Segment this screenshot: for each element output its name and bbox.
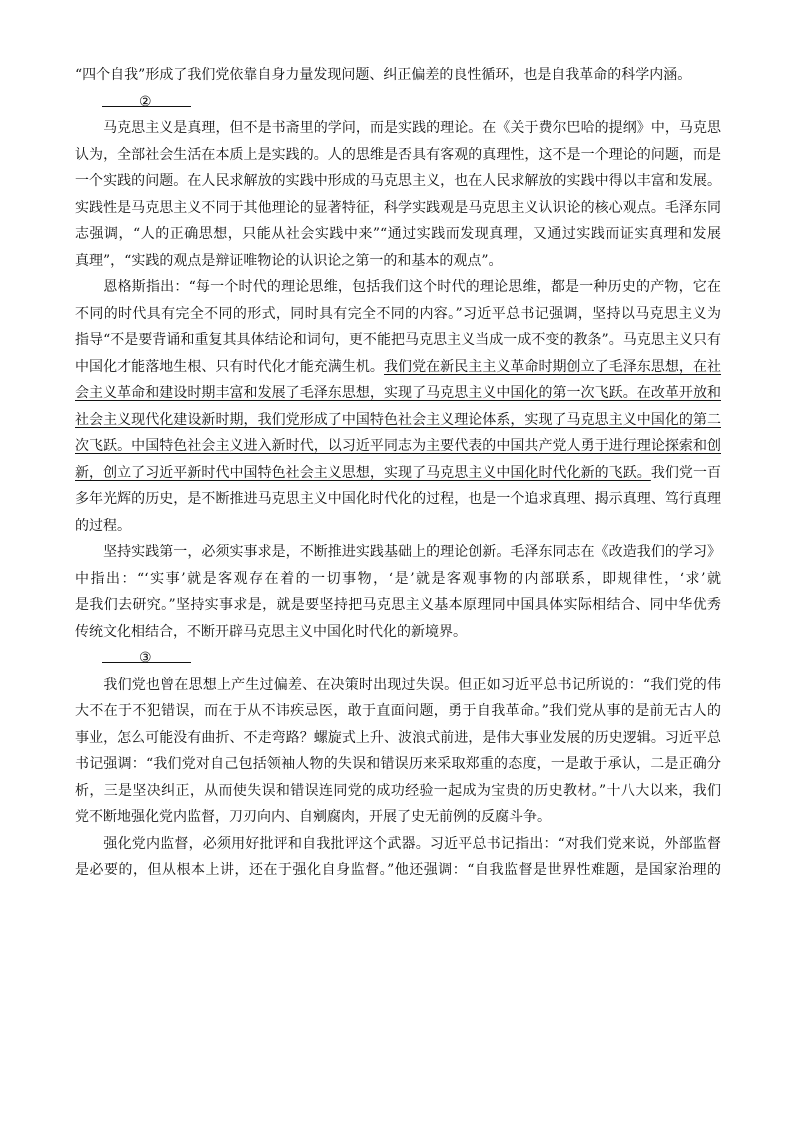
underlined-text: 会主义革命和建设时期丰富和发展了毛泽东思想，实现了马克思主义中国化的第一次飞跃。在改革开放和	[75, 385, 721, 401]
text-segment: 中国化才能落地生根、只有时代化才能充满生机。	[75, 358, 384, 375]
text-line: 多年光辉的历史，是不断推进马克思主义中国化时代化的过程，也是一个追求真理、揭示真理、笃行真理	[75, 491, 721, 507]
paragraph-3	[75, 539, 721, 645]
blank-2	[75, 89, 721, 116]
underlined-text: 次飞跃。中国特色社会主义进入新时代，以习近平同志为主要代表的中国共产党人勇于进行理论探索和创	[75, 438, 721, 454]
text-line: 坚持实践第一，必须实事求是，不断推进实践基础上的理论创新。毛泽东同志在《改造我们的学习》	[75, 544, 721, 560]
text-line	[75, 433, 721, 460]
text-line: 事业，怎么可能没有曲折、不走弯路？螺旋式上升、波浪式前进，是伟大事业发展的历史逻辑。习近平总	[75, 729, 721, 746]
paragraph-1	[75, 115, 721, 274]
text-line: 指导“不是要背诵和重复其具体结论和词句，更不能把马克思主义当成一成不变的教条”。马克思主义只有	[75, 332, 721, 348]
text-line	[75, 380, 721, 407]
blank-3	[75, 645, 721, 672]
paragraph-5	[75, 831, 721, 884]
text-line	[75, 354, 721, 381]
underlined-text: 我们党在新民主主义革命时期创立了毛泽东思想，在社	[383, 358, 722, 375]
text-line: 我们党也曾在思想上产生过偏差、在决策时出现过失误。但正如习近平总书记所说的：“我们党的伟	[75, 676, 721, 693]
text-line: 的过程。	[75, 517, 131, 534]
blank-number: ②	[139, 93, 152, 110]
text-line: 恩格斯指出：“每一个时代的理论思维，包括我们这个时代的理论思维，都是一种历史的产物，它在	[75, 279, 721, 295]
text-line: 一个实践的问题。在人民求解放的实践中形成的马克思主义，也在人民求解放的实践中得以丰富和发展。	[75, 173, 721, 189]
text-line: 实践性是马克思主义不同于其他理论的显著特征，科学实践观是马克思主义认识论的核心观点。毛泽东同	[75, 199, 721, 216]
underlined-text: 社会主义现代化建设新时期，我们党形成了中国特色社会主义理论体系，实现了马克思主义中国化的第二	[75, 411, 721, 428]
paragraph-4	[75, 672, 721, 831]
text-line: 强化党内监督，必须用好批评和自我批评这个武器。习近平总书记指出：“对我们党来说，外部监督	[75, 835, 721, 852]
text-line	[75, 407, 721, 434]
text-line: 不同的时代具有完全不同的形式，同时具有完全不同的内容。”习近平总书记强调，坚持以马克思主义为	[75, 305, 721, 322]
text-line: 大不在于不犯错误，而在于从不讳疾忌医，敢于直面问题，勇于自我革命。”我们党从事的是前无古人的	[75, 703, 721, 719]
text-line: 马克思主义是真理，但不是书斋里的学问，而是实践的理论。在《关于费尔巴哈的提纲》中，马克思	[75, 120, 721, 136]
paragraph-2	[75, 274, 721, 539]
text-line: 志强调，“人的正确思想，只能从社会实践中来”“通过实践而发现真理，又通过实践而证实真理和发展	[75, 226, 721, 242]
text-line: 党不断地强化党内监督，刀刃向内、自剜腐肉，开展了史无前例的反腐斗争。	[75, 809, 551, 825]
text-line: 传统文化相结合，不断开辟马克思主义中国化时代化的新境界。	[75, 623, 467, 640]
text-line	[75, 460, 721, 487]
text-line: 真理”，“实践的观点是辩证唯物论的认识论之第一的和基本的观点”。	[75, 252, 503, 269]
text-segment: 我们党一百	[650, 464, 722, 481]
text-line: 是我们去研究。”坚持实事求是，就是要坚持把马克思主义基本原理同中国具体实际相结合、同中华优秀	[75, 597, 721, 613]
text-line: 书记强调：“我们党对自己包括领袖人物的失误和错误历来采取郑重的态度，一是敢于承认，二是正确分	[75, 756, 721, 772]
text-line: 析，三是坚决纠正，从而使失误和错误连同党的成功经验一起成为宝贵的历史教材。”十八大以来，我们	[75, 782, 721, 799]
document-page	[75, 62, 721, 884]
intro-line: “四个自我”形成了我们党依靠自身力量发现问题、纠正偏差的良性循环，也是自我革命的科学内涵。	[75, 67, 692, 83]
text-line: 是必要的，但从根本上讲，还在于强化自身监督。”他还强调：“自我监督是世界性难题，是国家治理的	[75, 862, 721, 878]
text-line: 认为，全部社会生活在本质上是实践的。人的思维是否具有客观的真理性，这不是一个理论的问题，而是	[75, 146, 721, 163]
blank-number: ③	[139, 650, 152, 666]
text-line: 中指出：“‘实事’就是客观存在着的一切事物，‘是’就是客观事物的内部联系，即规律性，‘求’就	[75, 570, 721, 587]
underlined-text: 新，创立了习近平新时代中国特色社会主义思想，实现了马克思主义中国化时代化新的飞跃。	[75, 464, 651, 481]
